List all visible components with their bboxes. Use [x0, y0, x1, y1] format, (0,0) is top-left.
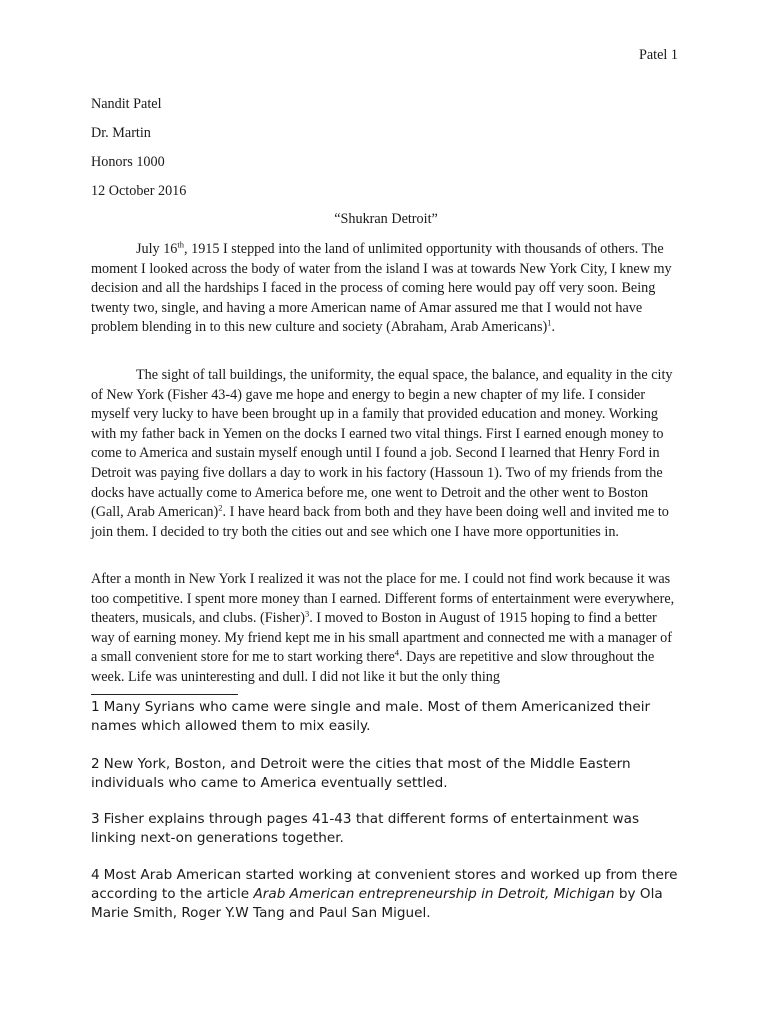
paragraph-1-text-a: July 16 — [136, 241, 178, 257]
footnote-3-text: Fisher explains through pages 41-43 that different forms of entertainment was linking next-on generations together. — [91, 811, 640, 846]
footnote-3-number: 3 — [91, 811, 100, 827]
paragraph-1 — [91, 240, 681, 338]
footnote-separator — [91, 694, 238, 695]
footnote-4-article-title: Arab American entrepreneurship in Detroit, Michigan — [253, 885, 615, 902]
footnote-3 — [91, 810, 681, 848]
paragraph-3 — [91, 570, 681, 688]
footnote-4-number: 4 — [91, 867, 100, 883]
footnote-ref-2: 2 — [218, 502, 223, 513]
paragraph-3-text-b: . I moved to Boston in August of 1915 hoping to find a better way of earning money. My friend kept me in his small apartment and connected me with a manager of a small convenient store for me to start working there — [91, 610, 672, 666]
footnote-ref-4: 4 — [394, 647, 400, 658]
footnote-2 — [91, 755, 681, 793]
footnote-1-number: 1 — [91, 699, 100, 715]
author-name: Nandit Patel — [91, 96, 162, 112]
footnote-4-text-b: by Ola Marie Smith, Roger Y.W Tang and Paul San Miguel. — [91, 885, 663, 921]
paragraph-2-text-b: . I have heard back from both and they have been doing well and invited me to join them. I decided to try both the cities out and see which one I have more opportunities in. — [91, 504, 669, 540]
paragraph-3-text-c: . Days are repetitive and slow throughout the week. Life was uninteresting and dull. I did not like it but the only thing — [91, 649, 655, 685]
running-head: Patel 1 — [638, 47, 678, 63]
instructor-name: Dr. Martin — [91, 125, 151, 141]
paragraph-3-text-a: After a month in New York I realized it was not the place for me. I could not find work because it was too competitive. I spent more money than I earned. Different forms of entertainment were everywhere, theaters, musicals, and clubs. (Fisher) — [91, 571, 675, 627]
paragraph-1-text-b: , 1915 I stepped into the land of unlimited opportunity with thousands of others. The moment I looked across the body of water from the island I was at towards New York City, I knew my decision and all the hardships I faced in the process of coming here would pay off very soon. Being twenty two, single, and having a more American name of Amar assured me that I would not have problem blending in to this new culture and society (Abraham, Arab Americans) — [91, 241, 672, 336]
footnote-4-text-a: Most Arab American started working at convenient stores and worked up from there according to the article — [91, 867, 678, 902]
footnote-ref-1: 1 — [547, 317, 552, 328]
essay-title: “Shukran Detroit” — [334, 211, 438, 227]
footnote-2-number: 2 — [91, 756, 100, 772]
footnote-4 — [91, 866, 681, 922]
footnote-1-text: Many Syrians who came were single and male. Most of them Americanized their names which allowed them to mix easily. — [91, 699, 651, 734]
footnote-ref-3: 3 — [304, 608, 310, 619]
paragraph-2-text-a: The sight of tall buildings, the uniformity, the equal space, the balance, and equality in the city of New York (Fisher 43-4) gave me hope and energy to begin a new chapter of my life. I consider myself very lucky to have been brought up in a family that provided education and money. Working with my father back in Yemen on the docks I earned two vital things. First I earned enough money to come to America and sustain myself enough until I found a job. Second I learned that Henry Ford in Detroit was paying five dollars a day to work in his factory (Hassoun 1). Two of my friends from the docks have actually come to America before me, one went to Detroit and the other went to Boston (Gall, Arab American) — [91, 367, 673, 521]
paragraph-2 — [91, 366, 681, 542]
course-name: Honors 1000 — [91, 154, 165, 170]
date-line: 12 October 2016 — [91, 183, 187, 199]
footnote-2-text: New York, Boston, and Detroit were the cities that most of the Middle Eastern individuals who came to America eventually settled. — [91, 756, 631, 791]
paragraph-1-text-c: . — [551, 319, 556, 336]
footnote-1 — [91, 698, 681, 736]
superscript-th: th — [177, 239, 185, 250]
